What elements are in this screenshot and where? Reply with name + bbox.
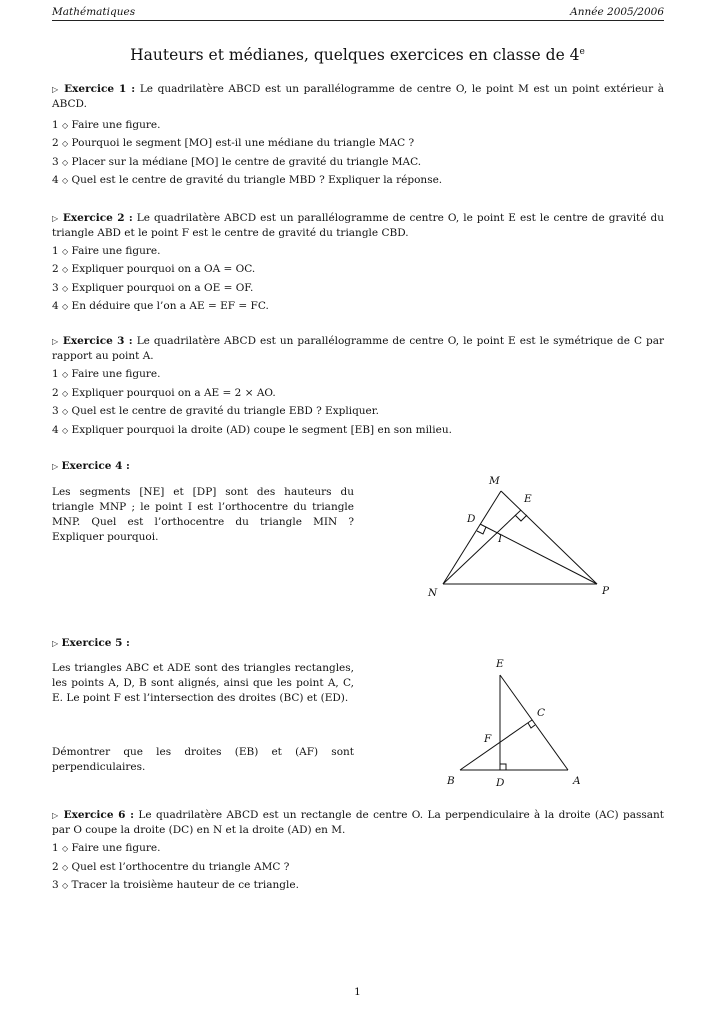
label-e: E [496,658,504,670]
label-b: B [447,775,455,787]
exercise-3-statement: ▷ Exercice 3 : Le quadrilatère ABCD est un parallélogramme de centre O, le point E est le symétrique de C par rapport au point A. [52,335,664,362]
label-p: P [602,585,610,597]
exercise-3-question: 2 ◇ Expliquer pourquoi on a AE = 2 × AO. [52,387,276,399]
page-title: Hauteurs et médianes, quelques exercices en classe de 4e [130,46,585,64]
exercise-6-question: 1 ◇ Faire une figure. [52,842,161,854]
header-subject: Mathématiques [52,6,136,18]
label-c: C [537,707,546,719]
exercise-5-question: Démontrer que les droites (EB) et (AF) sont perpendiculaires. [52,746,354,773]
label-a: A [573,775,581,787]
label-d: D [496,777,505,789]
exercise-6-question: 2 ◇ Quel est l’orthocentre du triangle AMC ? [52,861,290,873]
page-header [52,6,664,21]
right-angle-d [500,764,506,770]
exercise-1-statement: ▷ Exercice 1 : Le quadrilatère ABCD est un parallélogramme de centre O, le point M est un point extérieur à ABCD. [52,83,664,110]
label-n: N [428,587,438,599]
exercise-6-question: 3 ◇ Tracer la troisième hauteur de ce triangle. [52,879,299,891]
header-year: Année 2005/2006 [570,6,664,18]
exercise-3-question: 1 ◇ Faire une figure. [52,368,161,380]
exercise-2-question: 2 ◇ Expliquer pourquoi on a OA = OC. [52,263,256,275]
exercise-3-question: 3 ◇ Quel est le centre de gravité du triangle EBD ? Expliquer. [52,405,379,417]
exercise-4-statement: Les segments [NE] et [DP] sont des hauteurs du triangle MNP ; le point I est l’orthocentre du triangle MNP. Quel est l’orthocentre du triangle MIN ? Expliquer pourquoi. [52,486,354,543]
label-e: E [524,493,532,505]
triangle-mnp [443,491,597,584]
exercise-2-statement: ▷ Exercice 2 : Le quadrilatère ABCD est un parallélogramme de centre O, le point E est le centre de gravité du triangle ABD et le point F est le centre de gravité du triangle CBD. [52,212,665,239]
exercise-1-question: 1 ◇ Faire une figure. [52,119,161,131]
exercise-2-question: 3 ◇ Expliquer pourquoi on a OE = OF. [52,282,254,294]
triangle-figure [460,675,568,770]
exercise-5-figure [440,650,600,795]
right-angle-e [515,515,527,521]
exercise-5-statement: Les triangles ABC et ADE sont des triangles rectangles, les points A, D, B sont alignés, ainsi que les point A, C, E. Le point F est l’intersection des droites (BC) et (ED). [52,662,354,704]
exercise-2-question: 1 ◇ Faire une figure. [52,245,161,257]
label-d: D [467,513,476,525]
exercise-5-heading: ▷ Exercice 5 : [52,637,130,649]
exercise-4-heading: ▷ Exercice 4 : [52,460,130,472]
exercise-4-figure [420,470,620,610]
exercise-3-question: 4 ◇ Expliquer pourquoi la droite (AD) coupe le segment [EB] en son milieu. [52,424,452,436]
exercise-2-question: 4 ◇ En déduire que l’on a AE = EF = FC. [52,300,269,312]
exercise-1-question: 4 ◇ Quel est le centre de gravité du triangle MBD ? Expliquer la réponse. [52,174,443,186]
exercise-1-question: 3 ◇ Placer sur la médiane [MO] le centre de gravité du triangle MAC. [52,156,422,168]
label-i: I [498,533,503,545]
label-f: F [484,733,492,745]
exercise-6-statement: ▷ Exercice 6 : Le quadrilatère ABCD est un rectangle de centre O. La perpendiculaire à la droite (AC) passant par O coupe la droite (DC) en N et la droite (AD) en M. [52,809,665,836]
right-angle-c [528,723,535,728]
exercise-1-question: 2 ◇ Pourquoi le segment [MO] est-il une médiane du triangle MAC ? [52,137,415,149]
page-number: 1 [354,986,361,998]
label-m: M [489,475,500,487]
segment-bc [460,720,532,770]
